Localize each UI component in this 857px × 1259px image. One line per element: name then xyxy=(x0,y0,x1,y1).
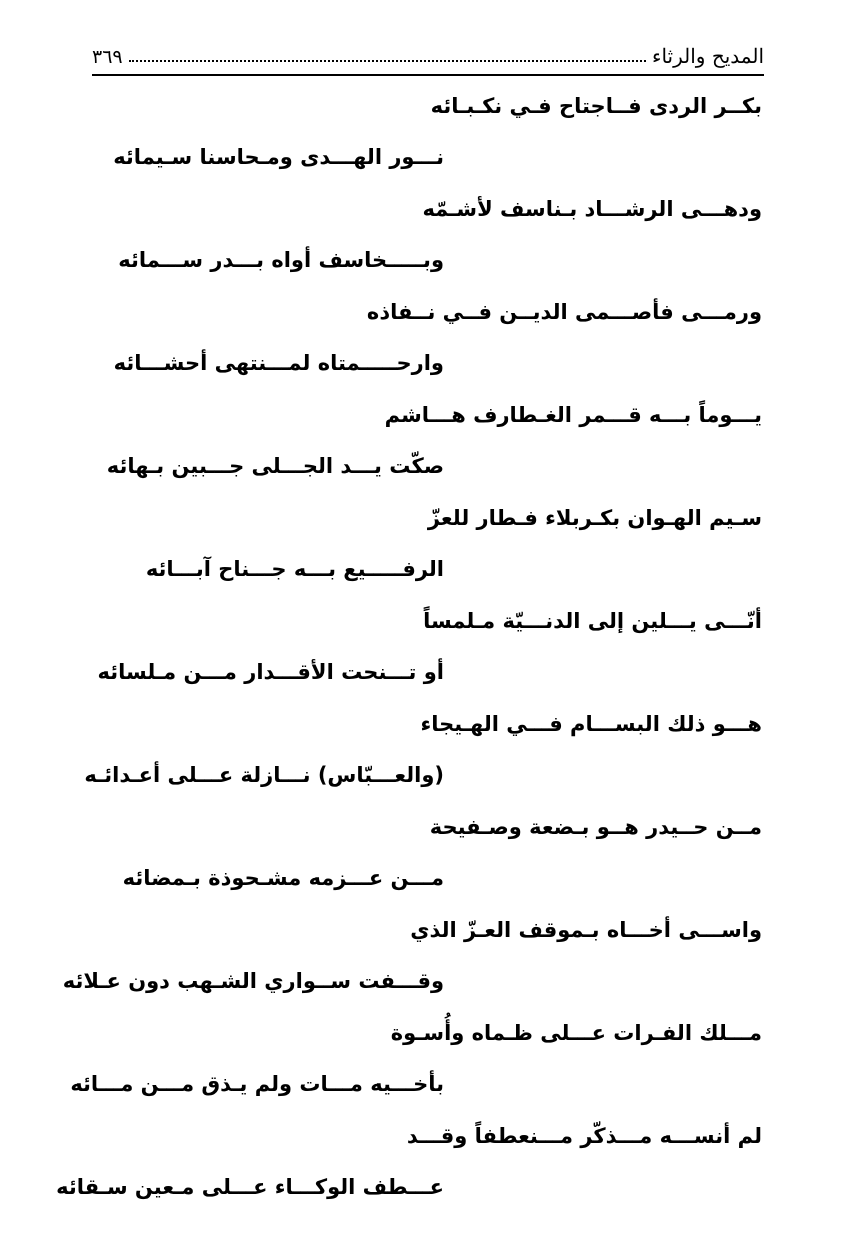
verse-line-17: واســـى أخـــاه بـموقف العـزّ الذي xyxy=(410,918,762,942)
verse-line-2: نـــور الهـــدى ومـحاسنا سـيمائه xyxy=(113,145,444,169)
verse-line-16: مـــن عـــزمه مشـحوذة بـمضائه xyxy=(122,866,444,890)
verse-line-19: مـــلك الفـرات عـــلى ظـماه وأُسـوة xyxy=(390,1021,762,1045)
page-number: ٣٦٩ xyxy=(92,46,123,68)
verse-line-14: (والعـــبّاس) نـــازلة عـــلى أعـدائـه xyxy=(84,763,444,787)
verse-line-18: وقـــفت ســواري الشـهب دون عـلائه xyxy=(62,969,444,993)
verse-line-4: وبـــــخاسف أواه بـــدر ســـمائه xyxy=(118,248,444,272)
running-header xyxy=(92,36,764,68)
verse-line-15: مــن حــيدر هــو بـضعة وصـفيحة xyxy=(429,815,762,839)
verse-line-5: ورمـــى فأصـــمى الديــن فــي نــفاذه xyxy=(366,300,762,324)
dotted-leader xyxy=(129,60,646,62)
verse-line-9: سـيم الهـوان بكـربلاء فـطار للعزّ xyxy=(427,506,762,530)
verse-line-10: الرفـــــيع بـــه جـــناح آبـــائه xyxy=(145,557,444,581)
verse-line-13: هـــو ذلك البســـام فـــي الهـيجاء xyxy=(420,712,762,736)
verse-line-21: لم أنســـه مـــذكّر مـــنعطفاً وقـــد xyxy=(406,1124,762,1148)
verse-line-6: وارحـــــمتاه لمـــنتهى أحشـــائه xyxy=(113,351,444,375)
verse-line-3: ودهـــى الرشـــاد بـناسف لأشـمّه xyxy=(422,197,762,221)
chapter-title: المديح والرثاء xyxy=(652,44,764,68)
verse-line-22: عـــطف الوكـــاء عـــلى مـعين سـقائه xyxy=(56,1175,444,1199)
verse-line-20: بأخـــيه مـــات ولم يـذق مـــن مـــائه xyxy=(70,1072,444,1096)
verse-line-11: أنّـــى يـــلين إلى الدنـــيّة مـلمساً xyxy=(423,609,762,633)
header-rule xyxy=(92,74,764,76)
verse-line-7: يـــوماً بـــه قـــمر الغـطارف هـــاشم xyxy=(384,403,762,427)
verse-line-8: صكّت يـــد الجـــلى جـــبين بـهائه xyxy=(106,454,444,478)
verse-line-12: أو تـــنحت الأقـــدار مـــن مـلسائه xyxy=(97,660,444,684)
verse-line-1: بكــر الردى فــاجتاح فـي نكـبـائه xyxy=(430,94,762,118)
